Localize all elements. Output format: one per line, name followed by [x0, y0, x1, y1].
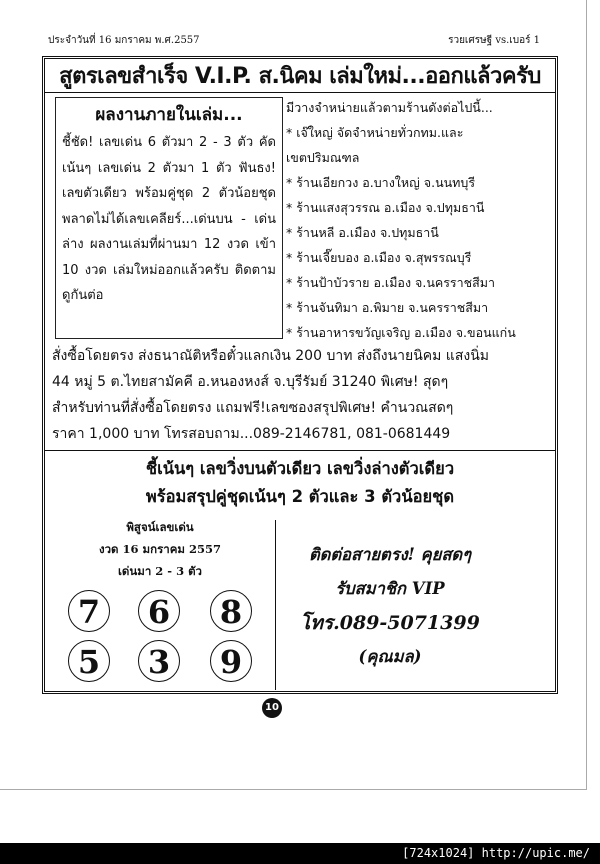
contact-info [280, 538, 500, 674]
list-item: * เจ๊ใหญ่ จัดจำหน่ายทั่วกทม.และ [286, 125, 464, 140]
header-magazine: รวยเศรษฐี vs.เบอร์ 1 [448, 35, 540, 46]
divider [275, 520, 276, 690]
number-circle: 9 [210, 640, 252, 682]
proof-section [48, 516, 272, 582]
number-circle: 7 [68, 590, 110, 632]
list-item: เขตปริมณฑล [286, 150, 360, 165]
contact-phone: โทร.089-5071399 [300, 612, 480, 634]
scan-edge [586, 0, 587, 790]
shop-list [286, 95, 554, 345]
list-item: * ร้านหลี อ.เมือง จ.ปทุมธานี [286, 225, 439, 240]
order-line: ราคา 1,000 บาท โทรสอบถาม...089-2146781, 081-0681449 [52, 426, 451, 442]
list-item: * ร้านจันทิมา อ.พิมาย จ.นครราชสีมา [286, 300, 489, 315]
slogan-line: พร้อมสรุปคู่ชุดเน้นๆ 2 ตัวและ 3 ตัวน้อยชุด [145, 487, 455, 506]
contact-line: รับสมาชิก VIP [335, 579, 445, 598]
number-circle: 5 [68, 640, 110, 682]
proof-date: งวด 16 มกราคม 2557 [98, 542, 221, 556]
header-date: ประจำวันที่ 16 มกราคม พ.ศ.2557 [48, 35, 200, 46]
ad-title: สูตรเลขสำเร็จ V.I.P. ส.นิคม เล่มใหม่...ออกแล้วครับ [59, 64, 541, 89]
order-line: 44 หมู่ 5 ต.ไทยสามัคคี อ.หนองหงส์ จ.บุรีรัมย์ 31240 พิเศษ! สุดๆ [52, 374, 449, 390]
list-item: * ร้านเจี๊ยบอง อ.เมือง จ.สุพรรณบุรี [286, 250, 472, 265]
number-circle: 3 [138, 640, 180, 682]
contact-name: (คุณมล) [358, 647, 422, 666]
order-info [46, 343, 552, 447]
number-circle: 8 [210, 590, 252, 632]
list-item: * ร้านป้าบัวราย อ.เมือง จ.นครราชสีมา [286, 275, 496, 290]
list-item: * ร้านอาหารขวัญเจริญ อ.เมือง จ.ขอนแก่น [286, 325, 516, 340]
proof-heading: พิสูจน์เลขเด่น [126, 520, 194, 534]
shop-intro: มีวางจำหน่ายแล้วตามร้านดังต่อไปนี้... [286, 100, 493, 115]
results-box [55, 97, 283, 339]
proof-result: เด่นมา 2 - 3 ตัว [117, 564, 202, 578]
divider [45, 92, 555, 93]
list-item: * ร้านเอียกวง อ.บางใหญ่ จ.นนทบุรี [286, 175, 476, 190]
number-circle: 6 [138, 590, 180, 632]
results-body: ชี้ชัด! เลขเด่น 6 ตัวมา 2 - 3 ตัว คัดเน้นๆ เลขเด่น 2 ตัวมา 1 ตัว ฟันธง! เลขตัวเดียว พร้อมคู่ชุด 2 ตัวน้อยชุด พลาดไม่ได้เลขเคลียร์...เด่นบน - เด่นล่าง ผลงานเล่มที่ผ่านมา 12 งวด เข้า 10 งวด เล่มใหม่ออกแล้วครับ ติดตามดูกันต่อ [62, 135, 276, 303]
slogan [45, 455, 555, 511]
watermark-bar: [724x1024] http://upic.me/ [0, 843, 600, 864]
slogan-line: ชี้เน้นๆ เลขวิ่งบนตัวเดียว เลขวิ่งล่างตัวเดียว [145, 459, 455, 478]
order-line: สั่งซื้อโดยตรง ส่งธนาณัติหรือตั๋วแลกเงิน 200 บาท ส่งถึงนายนิคม แสงนิ่ม [52, 348, 490, 364]
scan-edge [0, 789, 587, 790]
results-heading: ผลงานภายในเล่ม... [95, 105, 243, 125]
divider [45, 450, 555, 451]
list-item: * ร้านแสงสุวรรณ อ.เมือง จ.ปทุมธานี [286, 200, 485, 215]
page-number: 10 [262, 698, 282, 718]
contact-line: ติดต่อสายตรง! คุยสดๆ [308, 545, 472, 564]
order-line: สำหรับท่านที่สั่งซื้อโดยตรง แถมฟรี!เลขซองสรุปพิเศษ! คำนวณสดๆ [52, 400, 454, 416]
